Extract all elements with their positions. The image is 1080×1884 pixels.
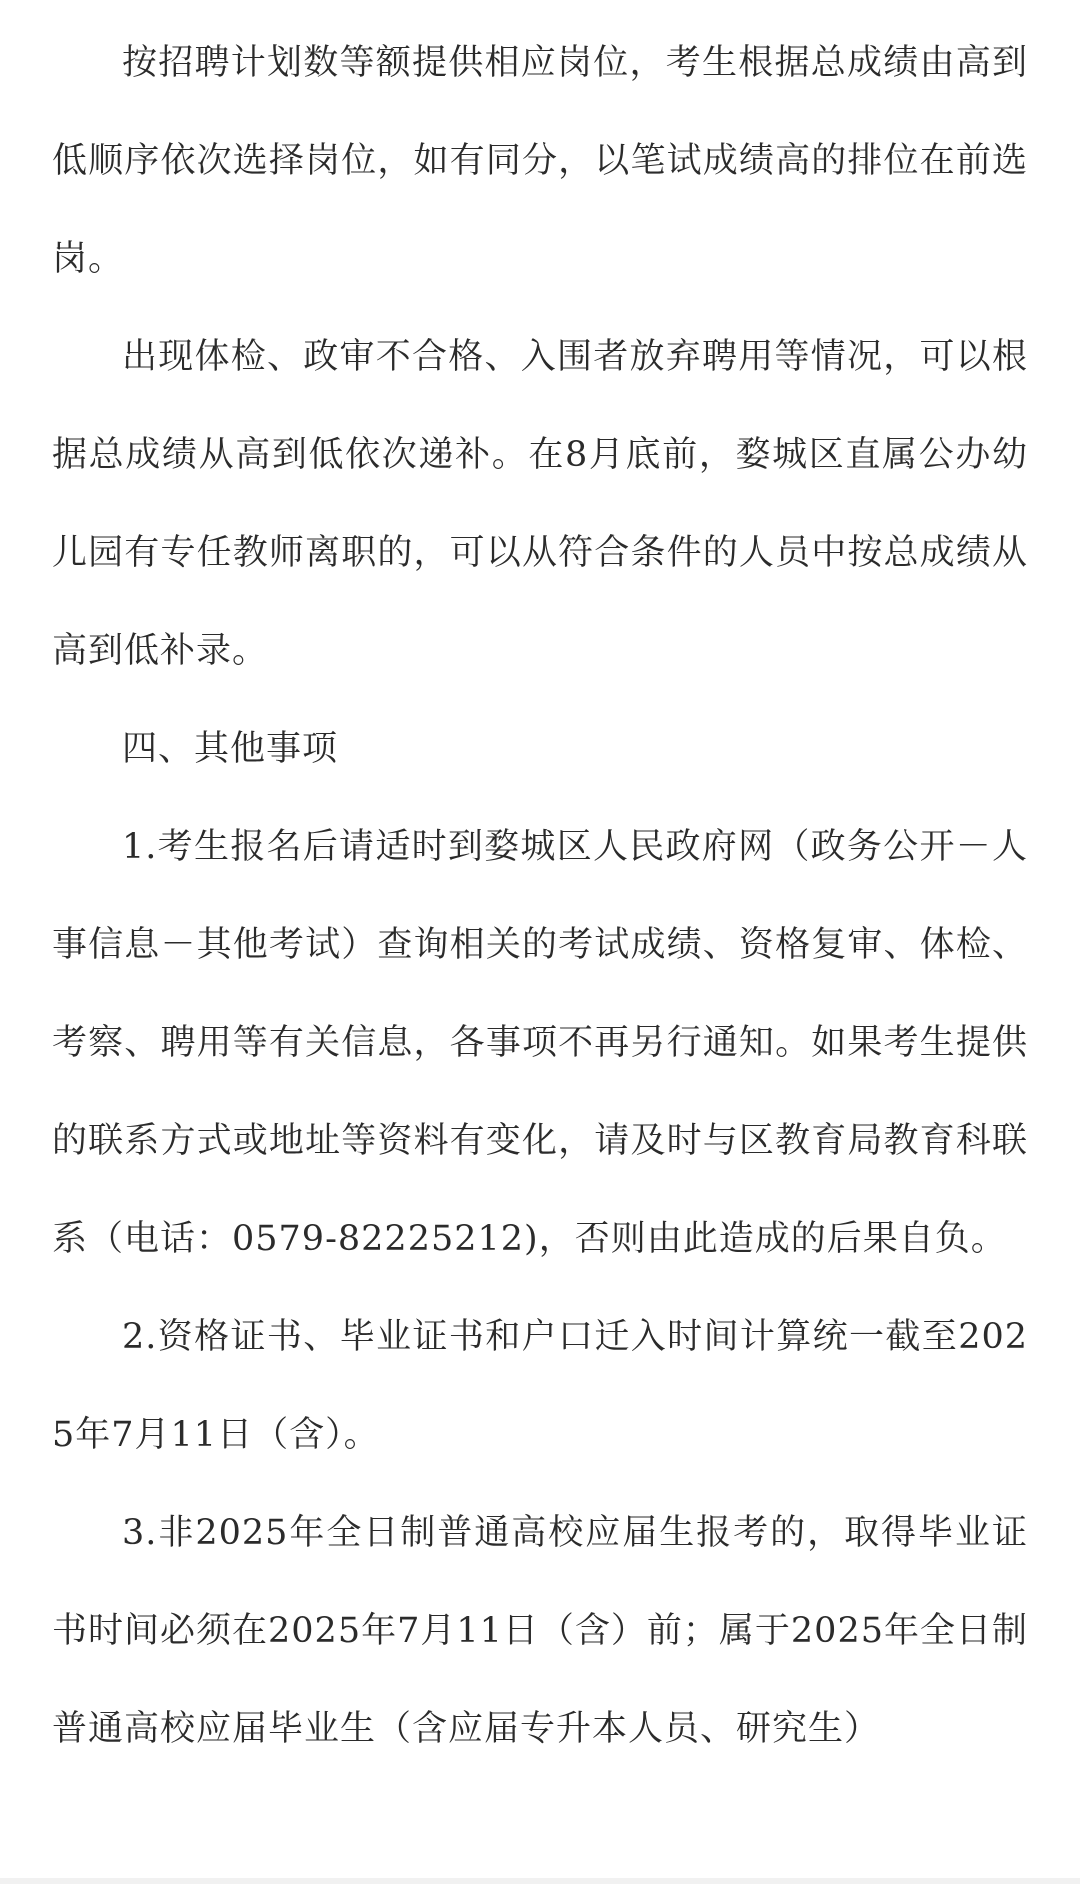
document-body [52, 14, 1028, 1778]
bottom-divider [0, 1878, 1080, 1884]
list-item-1: 1.考生报名后请适时到婺城区人民政府网（政务公开－人事信息－其他考试）查询相关的考试成绩、资格复审、体检、考察、聘用等有关信息，各事项不再另行通知。如果考生提供的联系方式或地址等资料有变化，请及时与区教育局教育科联系（电话：0579-82225212)，否则由此造成的后果自负。 [52, 827, 1028, 1259]
list-item-2: 2.资格证书、毕业证书和户口迁入时间计算统一截至2025年7月11日（含）。 [52, 1317, 1028, 1455]
paragraph-replacement: 出现体检、政审不合格、入围者放弃聘用等情况，可以根据总成绩从高到低依次递补。在8月底前，婺城区直属公办幼儿园有专任教师离职的，可以从符合条件的人员中按总成绩从高到低补录。 [52, 337, 1028, 671]
section-heading-other-matters: 四、其他事项 [122, 729, 339, 769]
list-item-3: 3.非2025年全日制普通高校应届生报考的，取得毕业证书时间必须在2025年7月11日（含）前；属于2025年全日制普通高校应届毕业生（含应届专升本人员、研究生） [52, 1513, 1028, 1749]
paragraph-position-selection: 按招聘计划数等额提供相应岗位，考生根据总成绩由高到低顺序依次选择岗位，如有同分，以笔试成绩高的排位在前选岗。 [52, 43, 1028, 279]
